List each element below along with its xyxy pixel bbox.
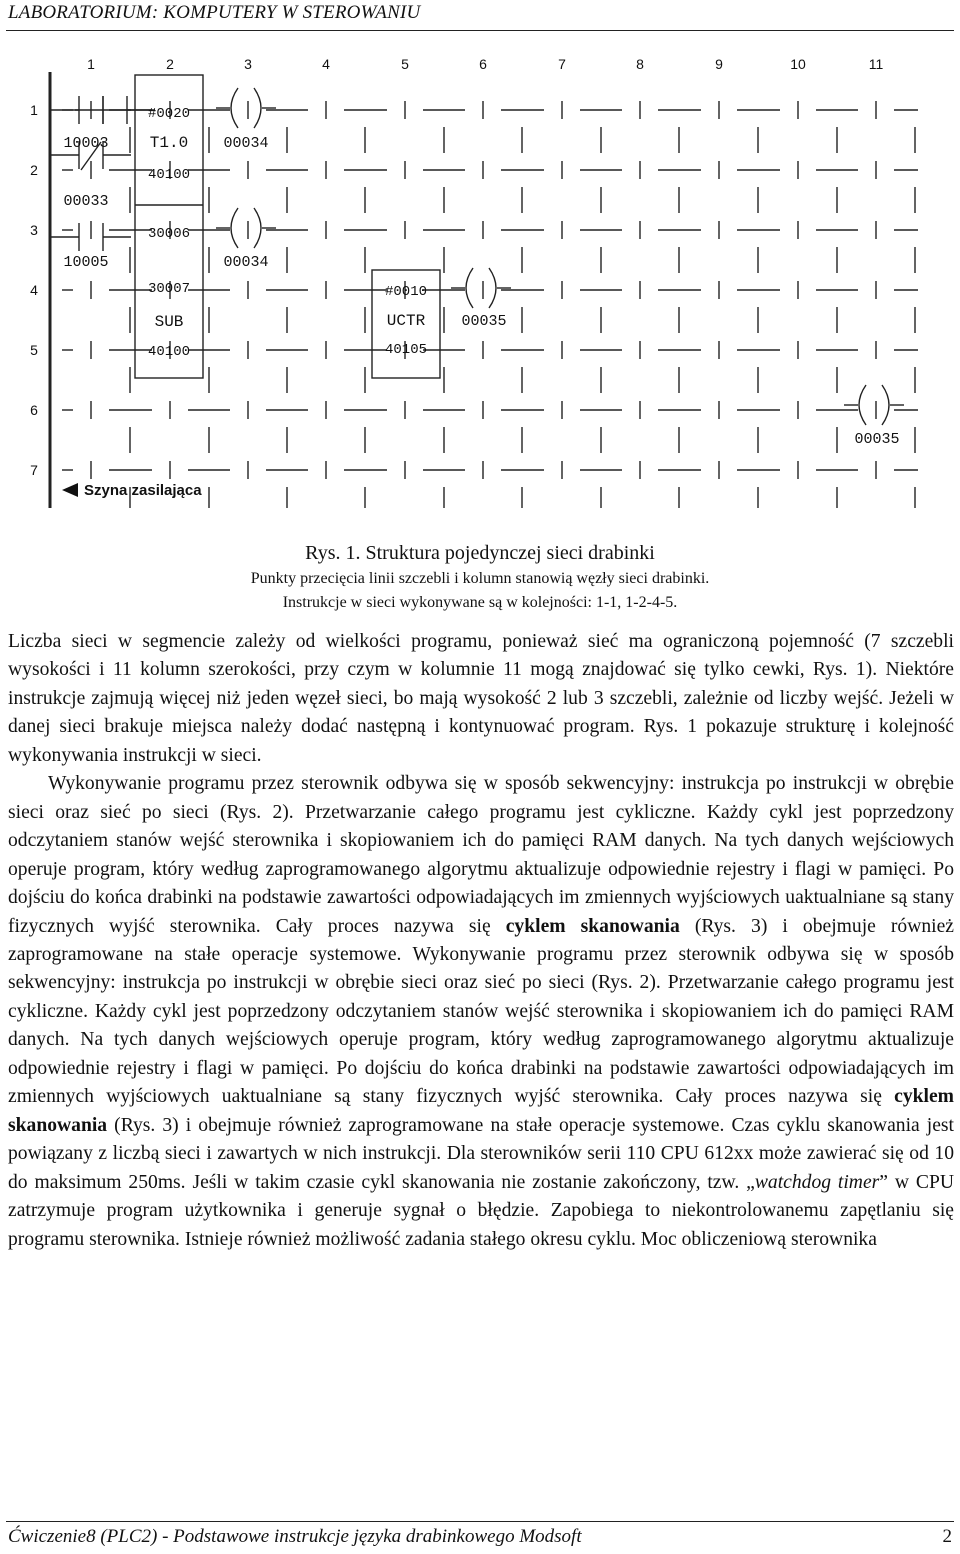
- coil-00034-a-right-arc: [254, 88, 261, 128]
- p2-seg-e: (Rys. 3) i obejmuje również zaprogramowane na stałe operacje systemowe. Czas cyklu skanowania jest powiązany z liczbą sieci i zawartych w nich instrukcji. Dla sterowników serii 110 CPU 612xx może zawierać się od 10 do maksimum 250ms. Jeśli w takim czasie cykl skanowania nie zostanie zakończony, tzw. „: [8, 1114, 954, 1193]
- p2-seg-a: Wykonywanie programu przez sterownik odbywa się w sposób sekwencyjny: instrukcja po instrukcji w obrębie sieci oraz sieć po sieci (Rys. 2). Przetwarzanie całego programu jest cykliczne. Każdy cykl jest poprzedzony odczytaniem stanów wejść sterownika i skopiowaniem ich do pamięci RAM danych. Na tych danych wejściowych operuje program, który według zaprogramowanego algorytmu aktualizuje odpowiednie rejestry i flagi w pamięci. Po dojściu do końca drabinki na podstawie zawartości odpowiadających im zmiennych wyjściowych uaktualniane są stany fizycznych wyjść sterownika. Cały proces nazywa się: [8, 773, 954, 937]
- coil-00035-a-right-arc: [489, 268, 496, 308]
- coil-00034-b-left-arc: [231, 208, 238, 248]
- row-number: 5: [30, 342, 38, 358]
- ladder-diagram: [0, 38, 960, 508]
- block-sub-top: 30006: [147, 226, 191, 242]
- block-tim-mid: T1.0: [149, 134, 189, 152]
- ladder-elements: [51, 75, 904, 425]
- block-tim-bot: 40100: [147, 167, 191, 183]
- block-uctr-top: #0010: [384, 284, 428, 300]
- row-number: 2: [30, 162, 38, 178]
- coil-00034-b-right-arc: [254, 208, 261, 248]
- block-sub-name: SUB: [154, 313, 184, 331]
- column-number: 3: [244, 56, 252, 72]
- p2-italic: watchdog timer: [754, 1171, 880, 1193]
- p2-bold-2: cyklem skanowania: [8, 1086, 954, 1136]
- page-footer: Ćwiczenie8 (PLC2) - Podstawowe instrukcje języka drabinkowego Modsoft: [8, 1526, 582, 1547]
- block-sub-bot: 40100: [147, 344, 191, 360]
- coil-00035-b-left-arc: [859, 385, 866, 425]
- coil-00035-b-right-arc: [882, 385, 889, 425]
- row-number: 1: [30, 102, 38, 118]
- column-number: 1: [87, 56, 95, 72]
- power-rail-label: Szyna zasilająca: [84, 482, 202, 499]
- ladder-labels: [30, 56, 899, 499]
- header-rule: [6, 30, 954, 31]
- coil-00035-a-left-arc: [466, 268, 473, 308]
- column-number: 8: [636, 56, 644, 72]
- page-number: 2: [942, 1526, 952, 1547]
- block-tim-top: #0020: [147, 106, 191, 122]
- p2-bold-1: cyklem skanowania: [505, 915, 680, 937]
- contact-10005-label: 10005: [63, 254, 109, 271]
- column-number: 10: [790, 56, 806, 72]
- p2-seg-g: ” w CPU zatrzymuje program użytkownika i generuje sygnał o błędzie. Zapobiega to niekontrolowanemu zapętlaniu się programu sterownika. Istnieje również możliwość zadania stałego okresu cyklu. Moc obliczeniową sterownika: [8, 1171, 954, 1250]
- block-uctr-bot: 40105: [384, 342, 428, 358]
- coil-00035-a-label: 00035: [461, 313, 507, 330]
- page-header: LABORATORIUM: KOMPUTERY W STEROWANIU: [8, 2, 421, 23]
- column-number: 7: [558, 56, 566, 72]
- contact-10003-label: 10003: [63, 135, 109, 152]
- column-number: 11: [868, 56, 884, 72]
- block-uctr-name: UCTR: [386, 312, 426, 330]
- left-arrow-icon: [62, 483, 78, 497]
- figure-caption-line2: Instrukcje w sieci wykonywane są w kolejności: 1-1, 1-2-4-5.: [282, 594, 678, 611]
- row-number: 7: [30, 462, 38, 478]
- row-number: 3: [30, 222, 38, 238]
- coil-00034-a-label: 00034: [223, 135, 269, 152]
- paragraph-1: Liczba sieci w segmencie zależy od wielkości programu, ponieważ sieć ma ograniczoną pojemność (7 szczebli wysokości i 11 kolumn szerokości, przy czym w kolumnie 11 mogą znajdować się tylko cewki, Rys. 1). Niektóre instrukcje zajmują więcej niż jeden węzeł sieci, bo mają wysokość 2 lub 3 szczebli, zależnie od liczby wejść. Jeżeli w danej sieci brakuje miejsca należy dodać następną i kontynuować program. Rys. 1 pokazuje strukturę i kolejność wykonywania instrukcji w sieci.: [8, 631, 954, 766]
- column-number: 6: [479, 56, 487, 72]
- column-number: 9: [715, 56, 723, 72]
- column-number: 5: [401, 56, 409, 72]
- coil-00034-a-left-arc: [231, 88, 238, 128]
- p2-seg-c: (Rys. 3) i obejmuje również zaprogramowane na stałe operacje systemowe. Wykonywanie programu przez sterownik odbywa się w sposób sekwencyjny: instrukcja po instrukcji w obrębie sieci oraz sieć po sieci (Rys. 2). Przetwarzanie całego programu jest cykliczne. Każdy cykl jest poprzedzony odczytaniem stanów wejść sterownika i skopiowaniem ich do pamięci RAM danych. Na tych danych wejściowych operuje program, który według zaprogramowanego algorytmu aktualizuje odpowiednie rejestry i flagi w pamięci. Po dojściu do końca drabinki na podstawie zawartości odpowiadających im zmiennych wyjściowych uaktualniane są stany fizycznych wyjść sterownika. Cały proces nazywa się: [8, 915, 955, 1108]
- paragraph-2: [8, 770, 954, 1254]
- column-number: 4: [322, 56, 330, 72]
- row-number: 6: [30, 402, 38, 418]
- row-number: 4: [30, 282, 38, 298]
- footer-rule: [6, 1521, 954, 1522]
- coil-00035-b-label: 00035: [854, 431, 900, 448]
- contact-00033-label: 00033: [63, 193, 109, 210]
- figure-caption-line1: Punkty przecięcia linii szczebli i kolumn stanowią węzły sieci drabinki.: [250, 570, 710, 587]
- column-number: 2: [166, 56, 174, 72]
- coil-00034-b-label: 00034: [223, 254, 269, 271]
- figure-caption-title: Rys. 1. Struktura pojedynczej sieci drabinki: [305, 542, 655, 564]
- body-text: [8, 628, 954, 1254]
- block-sub-a: 30007: [147, 281, 191, 297]
